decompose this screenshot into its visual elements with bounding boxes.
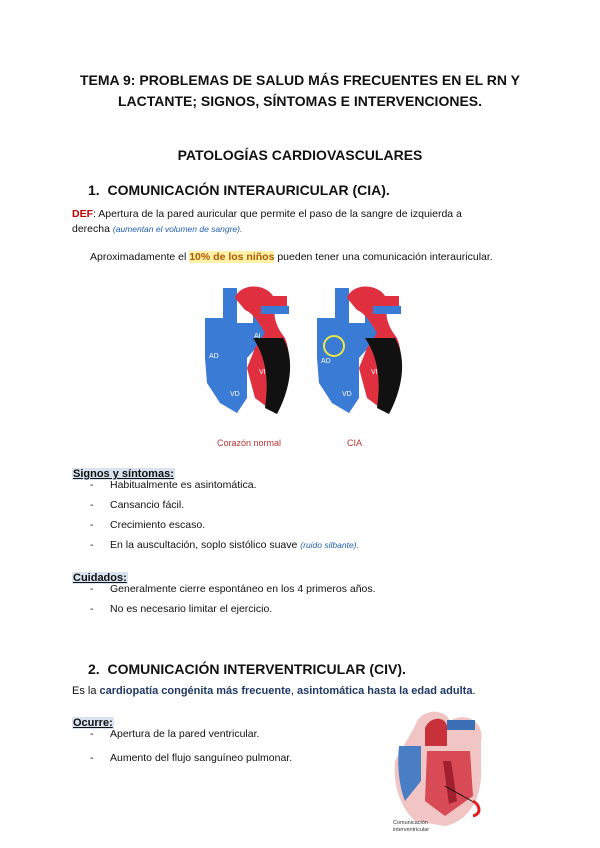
- care-list: [90, 583, 530, 623]
- list-item: - Habitualmente es asintomática.: [90, 479, 530, 499]
- cia-heading-text: COMUNICACIÓN INTERAURICULAR (CIA).: [107, 182, 390, 198]
- civ-caption-line-2: interventricular: [393, 827, 430, 833]
- cia-prevalence: [90, 250, 493, 265]
- sign-auscultation-note: (ruido silbante).: [300, 540, 359, 550]
- cia-definition: [72, 207, 528, 237]
- civ-intro-pre: Es la: [72, 685, 100, 697]
- care-title: Cuidados:: [73, 572, 127, 584]
- list-item: [90, 539, 530, 559]
- list-item: - Generalmente cierre espontáneo en los 4 primeros años.: [90, 583, 530, 603]
- signs-title: Signos y síntomas:: [73, 468, 174, 480]
- def-text-2: derecha: [72, 223, 113, 235]
- label-vd-cia: VD: [342, 391, 352, 398]
- occurs-title: Ocurre:: [73, 717, 113, 729]
- heart-normal-diagram: [205, 286, 290, 414]
- civ-heading: [88, 661, 406, 677]
- document-title: [0, 70, 600, 112]
- label-ai-normal: AI: [254, 333, 261, 340]
- civ-intro-bold-1: cardiopatía congénita más frecuente: [99, 685, 291, 697]
- civ-intro-mid: ,: [290, 685, 297, 697]
- list-item: - Crecimiento escaso.: [90, 519, 530, 539]
- title-line-2: LACTANTE; SIGNOS, SÍNTOMAS E INTERVENCIONES.: [117, 93, 483, 109]
- list-item: - No es necesario limitar el ejercicio.: [90, 603, 530, 623]
- label-vi-normal: VI: [259, 369, 266, 376]
- cia-heading-number: 1.: [88, 182, 100, 198]
- civ-intro-post: .: [472, 685, 476, 697]
- civ-caption-line-1: Comunicación: [393, 820, 428, 826]
- prevalence-highlight: 10% de los niños: [189, 251, 275, 263]
- heart-cia-diagram: [317, 286, 402, 414]
- label-ad-normal: AD: [209, 353, 219, 360]
- sign-auscultation: En la auscultación, soplo sistólico suave: [110, 539, 301, 551]
- civ-heading-text: COMUNICACIÓN INTERVENTRICULAR (CIV).: [107, 661, 406, 677]
- prevalence-pre: Aproximadamente el: [90, 251, 190, 263]
- civ-heart-figure: [385, 706, 495, 841]
- list-item: - Cansancio fácil.: [90, 499, 530, 519]
- heart-comparison-figure: [195, 278, 405, 453]
- section-title: PATOLOGÍAS CARDIOVASCULARES: [177, 147, 423, 163]
- list-item: - Apertura de la pared ventricular.: [90, 728, 380, 752]
- def-label: DEF: [72, 208, 93, 220]
- cia-heading: [88, 182, 390, 198]
- civ-intro: [72, 684, 476, 699]
- caption-normal-heart: Corazón normal: [217, 438, 282, 448]
- occurs-list: [90, 728, 380, 772]
- civ-heading-number: 2.: [88, 661, 100, 677]
- list-item: - Aumento del flujo sanguíneo pulmonar.: [90, 752, 380, 772]
- signs-list: [90, 479, 530, 559]
- label-vd-normal: VD: [230, 391, 240, 398]
- def-note: (aumentan el volumen de sangre).: [112, 224, 243, 234]
- civ-intro-bold-2: asintomática hasta la edad adulta: [296, 685, 473, 697]
- prevalence-post: pueden tener una comunicación interauricular.: [274, 251, 493, 263]
- label-vi-cia: VI: [371, 369, 378, 376]
- title-line-1: TEMA 9: PROBLEMAS DE SALUD MÁS FRECUENTES EN EL RN Y: [79, 72, 520, 88]
- def-text-1: : Apertura de la pared auricular que permite el paso de la sangre de izquierda a: [93, 208, 462, 220]
- label-ad-cia: AD: [321, 358, 331, 365]
- caption-cia-heart: CIA: [347, 438, 363, 448]
